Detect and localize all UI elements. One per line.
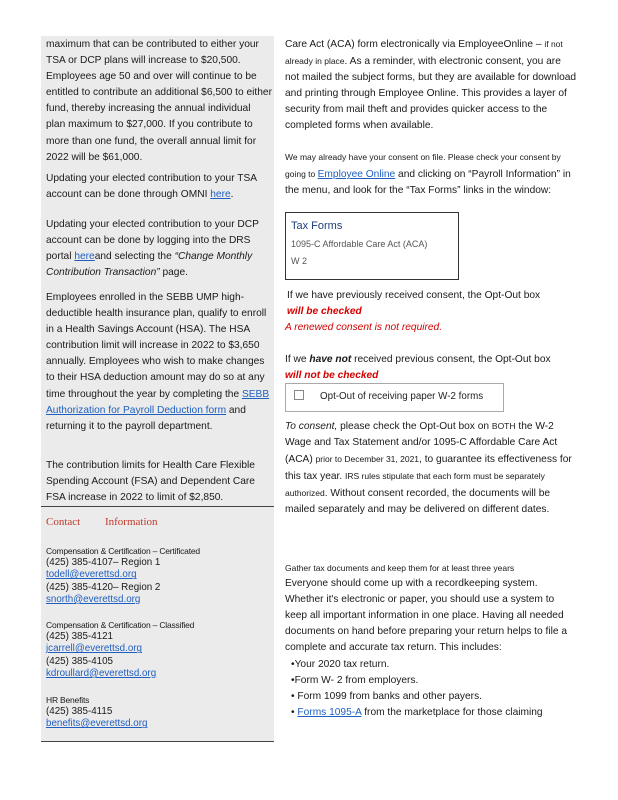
check-consent-small: We may already have your consent on file. Please check your consent by going to bbox=[285, 152, 561, 180]
prior-to-date: prior to December 31, 2021 bbox=[315, 454, 420, 465]
list-item: •Form W- 2 from employers. bbox=[291, 674, 419, 686]
section-divider bbox=[41, 506, 274, 507]
contact-group-heading: HR Benefits bbox=[46, 695, 90, 705]
renewed-consent-note: A renewed consent is not required. bbox=[285, 322, 443, 334]
recordkeeping-paragraph bbox=[285, 560, 577, 721]
to-consent-paragraph bbox=[285, 418, 577, 519]
contact-email-link[interactable]: todell@everettsd.org bbox=[46, 569, 137, 581]
contact-phone: (425) 385-4121 bbox=[46, 631, 113, 643]
dcp-update-paragraph bbox=[46, 217, 272, 281]
sebb-authorization-link[interactable]: SEBB Authorization for Payroll Deduction form bbox=[46, 388, 270, 416]
consent-received-paragraph bbox=[287, 288, 579, 336]
gather-documents-heading: Gather tax documents and keep them for at least three years bbox=[285, 563, 515, 573]
irs-rules-text: IRS rules stipulate that each form must be separately authorized bbox=[285, 471, 545, 499]
contact-group-heading: Compensation & Certification – Classified bbox=[46, 620, 195, 630]
check-consent-paragraph bbox=[285, 149, 577, 199]
retirement-limits-paragraph: maximum that can be contributed to either your TSA or DCP plans will increase to $20,500. Employees age 50 and over will continue to be entitled to contribute an additional $6,500 to either fund, thereby increasing the annual individual plan maximum to $27,000. If you contribute to more than one fund, the overall annual limit for 2022 will be $61,000. bbox=[46, 39, 272, 163]
contact-email-link[interactable]: snorth@everettsd.org bbox=[46, 593, 141, 605]
to-consent-text: please check the Opt-Out box on bbox=[337, 421, 492, 432]
consent-not-received-paragraph bbox=[285, 352, 577, 384]
to-consent-italic: To consent, bbox=[285, 421, 338, 432]
both-text: BOTH bbox=[491, 421, 516, 431]
contact-email-link[interactable]: jcarrell@everettsd.org bbox=[46, 643, 142, 655]
consent-not-text-a: If we bbox=[285, 354, 310, 365]
will-be-checked-text: will be checked bbox=[287, 306, 362, 318]
have-not-text: have not bbox=[309, 354, 352, 365]
contact-phone: (425) 385-4120– Region 2 bbox=[46, 581, 161, 593]
aca-consent-small: if not already in place bbox=[285, 39, 563, 67]
dcp-update-italic: “Change Monthly Contribution Transaction” bbox=[46, 251, 253, 279]
contact-group-classified bbox=[46, 619, 194, 680]
list-item: • Form 1099 from banks and other payers. bbox=[291, 690, 482, 702]
sidebar-bottom-rule bbox=[41, 741, 274, 742]
contact-email-link[interactable]: benefits@everettsd.org bbox=[46, 718, 148, 730]
to-consent-text-d: . Without consent recorded, the documents will be mailed separately and may be delivered on different dates. bbox=[285, 488, 551, 516]
list-item bbox=[291, 705, 577, 721]
hsa-paragraph bbox=[46, 290, 272, 435]
tsa-update-end: . bbox=[230, 189, 234, 201]
contact-email-link[interactable]: kdroullard@everettsd.org bbox=[46, 667, 157, 679]
consent-received-text: If we have previously received consent, the Opt-Out box bbox=[287, 290, 541, 301]
contact-phone: (425) 385-4107– Region 1 bbox=[46, 557, 161, 569]
to-consent-text-b: the W-2 Wage and Tax Statement and/or 1095-C Affordable Care Act (ACA) bbox=[285, 421, 558, 466]
opt-out-label: Opt-Out of receiving paper W-2 forms bbox=[320, 391, 484, 402]
recordkeeping-text: Everyone should come up with a recordkeeping system. Whether it's electronic or paper, you should use a system to keep all important information in one place. Having all needed documents on hand before preparing your return helps to file a complete and accurate tax return. This includes: bbox=[285, 578, 568, 654]
contact-group-certificated bbox=[46, 545, 200, 606]
tax-forms-box bbox=[285, 212, 459, 280]
tsa-update-paragraph bbox=[46, 171, 272, 203]
dcp-update-mid: and selecting the bbox=[94, 251, 175, 263]
contact-group-benefits bbox=[46, 694, 147, 731]
aca-consent-paragraph bbox=[285, 36, 577, 135]
will-not-be-checked-text: will not be checked bbox=[285, 370, 379, 382]
list-bullet: • bbox=[291, 706, 298, 718]
contact-phone: (425) 385-4105 bbox=[46, 655, 113, 667]
opt-out-example-box bbox=[285, 383, 504, 412]
tsa-update-text: Updating your elected contribution to your TSA account can be done through OMNI bbox=[46, 173, 257, 201]
list-item-text: from the marketplace for those claiming bbox=[361, 706, 543, 718]
employee-online-link[interactable]: Employee Online bbox=[317, 169, 396, 181]
omni-here-link[interactable]: here bbox=[210, 189, 231, 201]
hsa-text: Employees enrolled in the SEBB UMP high-deductible health insurance plan, qualify to enroll in a Health Savings Account (HSA). The HSA contribution limit will increase in 2022 to $3,650 annually. Employees who wish to make changes to their HSA deduction amount may do so at any time throughout the year by completing the bbox=[46, 292, 267, 400]
left-sidebar bbox=[41, 36, 274, 742]
dcp-update-end: page. bbox=[159, 267, 188, 279]
tax-form-item[interactable]: 1095-C Affordable Care Act (ACA) bbox=[291, 239, 428, 249]
tax-forms-title: Tax Forms bbox=[291, 220, 343, 232]
tax-form-item[interactable]: W 2 bbox=[291, 256, 308, 266]
check-consent-rest: and clicking on “Payroll Information” in the menu, and look for the “Tax Forms” links in the window: bbox=[285, 169, 571, 197]
dcp-update-text: Updating your elected contribution to your DCP account can be done by logging into the DRS portal bbox=[46, 219, 259, 263]
aca-consent-rest: . As a reminder, with electronic consent, you are not mailed the subject forms, but they are available for download and printing through Employee Online. This provides a layer of security from mail theft and provides quicker access to the completed forms when available. bbox=[285, 56, 577, 132]
hsa-end: and returning it to the payroll department. bbox=[46, 404, 246, 432]
drs-here-link[interactable]: here bbox=[74, 251, 95, 263]
list-item: •Your 2020 tax return. bbox=[291, 658, 390, 670]
aca-consent-text: Care Act (ACA) form electronically via EmployeeOnline – bbox=[285, 39, 542, 50]
contact-phone: (425) 385-4115 bbox=[46, 706, 113, 718]
forms-1095a-link[interactable]: Forms 1095-A bbox=[297, 706, 362, 718]
opt-out-checkbox[interactable] bbox=[294, 390, 304, 400]
to-consent-text-c: , to guarantee its effectiveness for this tax year. bbox=[285, 454, 572, 483]
contact-information-heading: Contact Information bbox=[46, 516, 158, 528]
consent-not-text-c: received previous consent, the Opt-Out box bbox=[351, 354, 551, 365]
fsa-paragraph: The contribution limits for Health Care Flexible Spending Account (FSA) and Dependent Care FSA increase in 2022 to limit of $2,850. bbox=[46, 460, 255, 504]
contact-group-heading: Compensation & Certification – Certificated bbox=[46, 546, 200, 556]
